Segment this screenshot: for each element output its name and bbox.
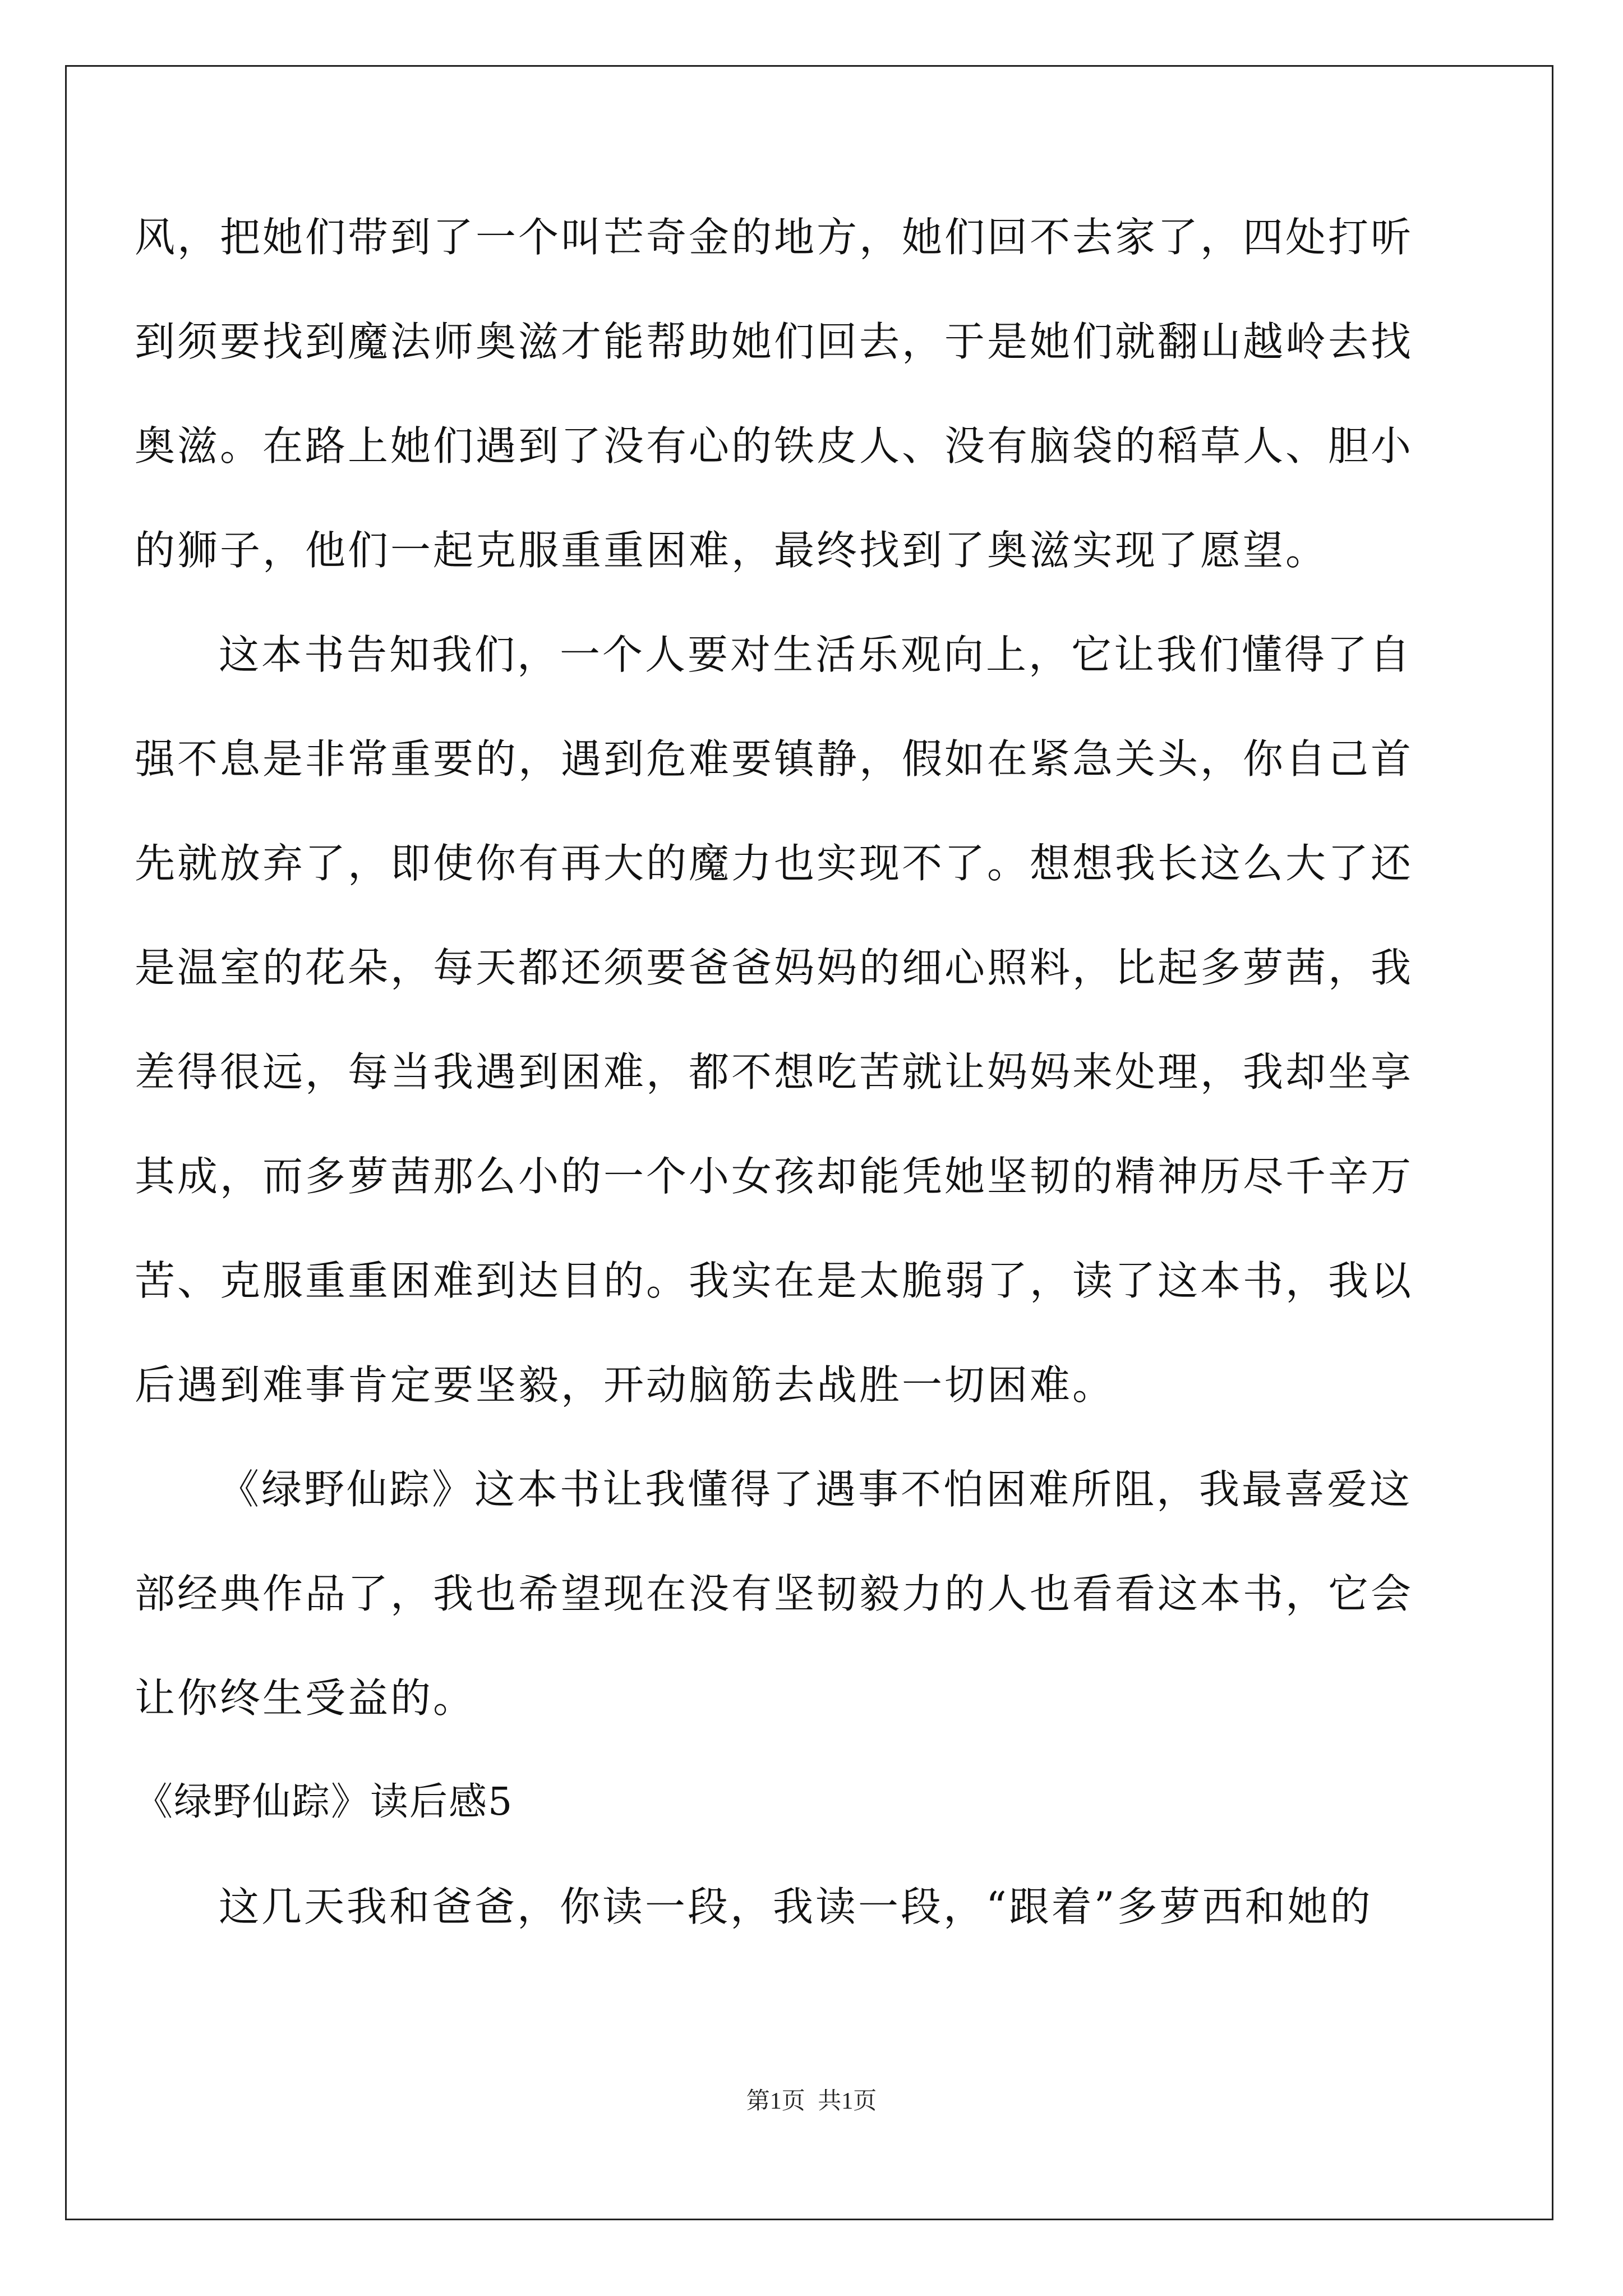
text-line: 是温室的花朵，每天都还须要爸爸妈妈的细心照料，比起多萝茜，我 xyxy=(135,944,1414,991)
text-line: 到须要找到魔法师奥滋才能帮助她们回去，于是她们就翻山越岭去找 xyxy=(135,318,1414,365)
text-line: 苦、克服重重困难到达目的。我实在是太脆弱了，读了这本书，我以 xyxy=(135,1257,1414,1304)
text-line: 先就放弃了，即使你有再大的魔力也实现不了。想想我长这么大了还 xyxy=(135,840,1414,887)
text-line: 后遇到难事肯定要坚毅，开动脑筋去战胜一切困难。 xyxy=(135,1361,1115,1409)
section-heading: 《绿野仙踪》读后感5 xyxy=(135,1780,514,1824)
text-line: 奥滋。在路上她们遇到了没有心的铁皮人、没有脑袋的稻草人、胆小 xyxy=(135,422,1414,470)
page-number: 第1页 xyxy=(746,2088,805,2114)
text-line: 部经典作品了，我也希望现在没有坚韧毅力的人也看看这本书，它会 xyxy=(135,1570,1414,1617)
text-line: 其成，而多萝茜那么小的一个小女孩却能凭她坚韧的精神历尽千辛万 xyxy=(135,1153,1414,1200)
text-line: 强不息是非常重要的，遇到危难要镇静，假如在紧急关头，你自己首 xyxy=(135,735,1414,783)
paragraph-start-line: 《绿野仙踪》这本书让我懂得了遇事不怕困难所阻，我最喜爱这 xyxy=(219,1466,1413,1513)
page-total: 共1页 xyxy=(818,2088,877,2114)
page-footer xyxy=(0,2082,1623,2116)
paragraph-start-line: 这几天我和爸爸，你读一段，我读一段，“跟着”多萝西和她的 xyxy=(219,1883,1373,1930)
text-line: 差得很远，每当我遇到困难，都不想吃苦就让妈妈来处理，我却坐享 xyxy=(135,1048,1414,1096)
text-line: 让你终生受益的。 xyxy=(135,1674,476,1722)
document-body xyxy=(135,185,1497,1959)
paragraph-start-line: 这本书告知我们，一个人要对生活乐观向上，它让我们懂得了自 xyxy=(219,631,1413,678)
text-line: 的狮子，他们一起克服重重困难，最终找到了奥滋实现了愿望。 xyxy=(135,527,1329,574)
text-line: 风，把她们带到了一个叫芒奇金的地方，她们回不去家了，四处打听 xyxy=(135,214,1414,261)
